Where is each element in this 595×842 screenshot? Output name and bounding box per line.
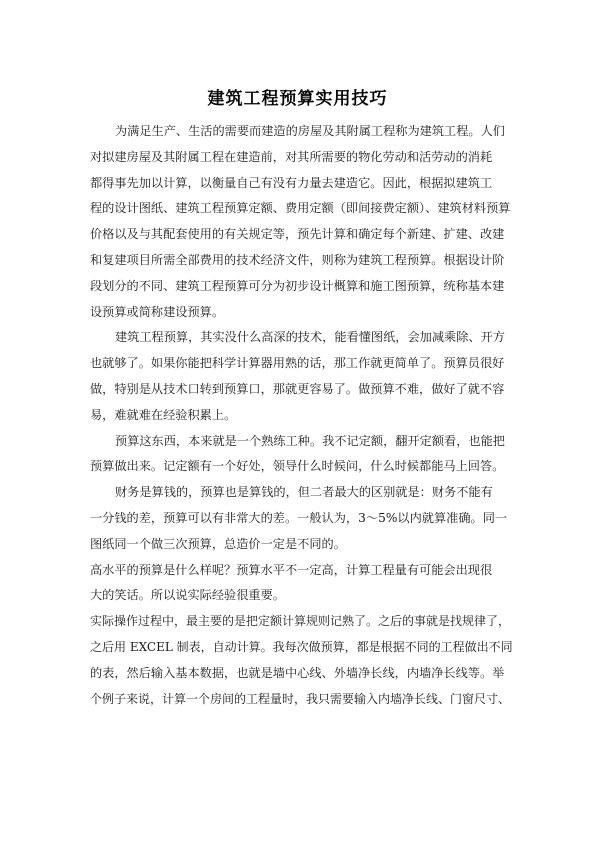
body-line: 预算这东西，本来就是一个熟练工种。我不记定额，翻开定额看，也能把 (115, 433, 505, 448)
body-line: 建筑工程预算，其实没什么高深的技术，能看懂图纸，会加减乘除、开方 (115, 330, 505, 345)
body-line: 预算做出来。记定额有一个好处，领导什么时候问，什么时候都能马上回答。 (90, 459, 505, 474)
body-line: 实际操作过程中，最主要的是把定额计算规则记熟了。之后的事就是找规律了， (90, 614, 511, 629)
document-body (90, 119, 514, 712)
body-line: 段划分的不同、建筑工程预算可分为初步设计概算和施工图预算，统称基本建 (90, 278, 505, 293)
body-line: 的表，然后输入基本数据，也就是墙中心线、外墙净长线，内墙净长线等。举 (90, 665, 505, 680)
body-line: 财务是算钱的，预算也是算钱的，但二者最大的区别就是：财务不能有 (115, 485, 493, 500)
body-line: 一分钱的差，预算可以有非常大的差。一般认为，3～5%以内就算准确。同一 (90, 510, 508, 525)
body-line: 设预算或简称建设预算。 (90, 304, 225, 319)
body-line: 价格以及与其配套使用的有关规定等，预先计算和确定每个新建、扩建、改建 (90, 227, 505, 242)
body-line: 都得事先加以计算，以衡量自己有没有力量去建造它。因此，根据拟建筑工 (90, 175, 493, 190)
body-line: 图纸同一个做三次预算，总造价一定是不同的。 (90, 536, 346, 551)
body-line: 高水平的预算是什么样呢？预算水平不一定高，计算工程量有可能会出现很 (90, 562, 493, 577)
body-line: 和复建项目所需全部费用的技术经济文件，则称为建筑工程预算。根据设计阶 (90, 252, 505, 267)
body-line: 为满足生产、生活的需要而建造的房屋及其附属工程称为建筑工程。人们 (115, 124, 505, 138)
body-line: 易，难就难在经验积累上。 (90, 407, 237, 422)
body-line: 大的笑话。所以说实际经验很重要。 (90, 588, 285, 603)
body-line: 个例子来说，计算一个房间的工程量时，我只需要输入内墙净长线、门窗尺寸、 (90, 691, 511, 706)
body-line: 之后用 EXCEL 制表，自动计算。我每次做预算，都是根据不同的工程做出不同 (90, 639, 513, 654)
body-line: 对拟建房屋及其附属工程在建造前，对其所需要的物化劳动和活劳动的消耗 (90, 149, 493, 164)
body-line: 也就够了。如果你能把科学计算器用熟的话，那工作就更简单了。预算员很好 (90, 356, 505, 371)
document-title: 建筑工程预算实用技巧 (207, 89, 388, 109)
body-line: 程的设计图纸、建筑工程预算定额、费用定额（即间接费定额）、建筑材料预算 (90, 201, 511, 216)
body-line: 做，特别是从技术口转到预算口，那就更容易了。做预算不难，做好了就不容 (90, 381, 505, 396)
